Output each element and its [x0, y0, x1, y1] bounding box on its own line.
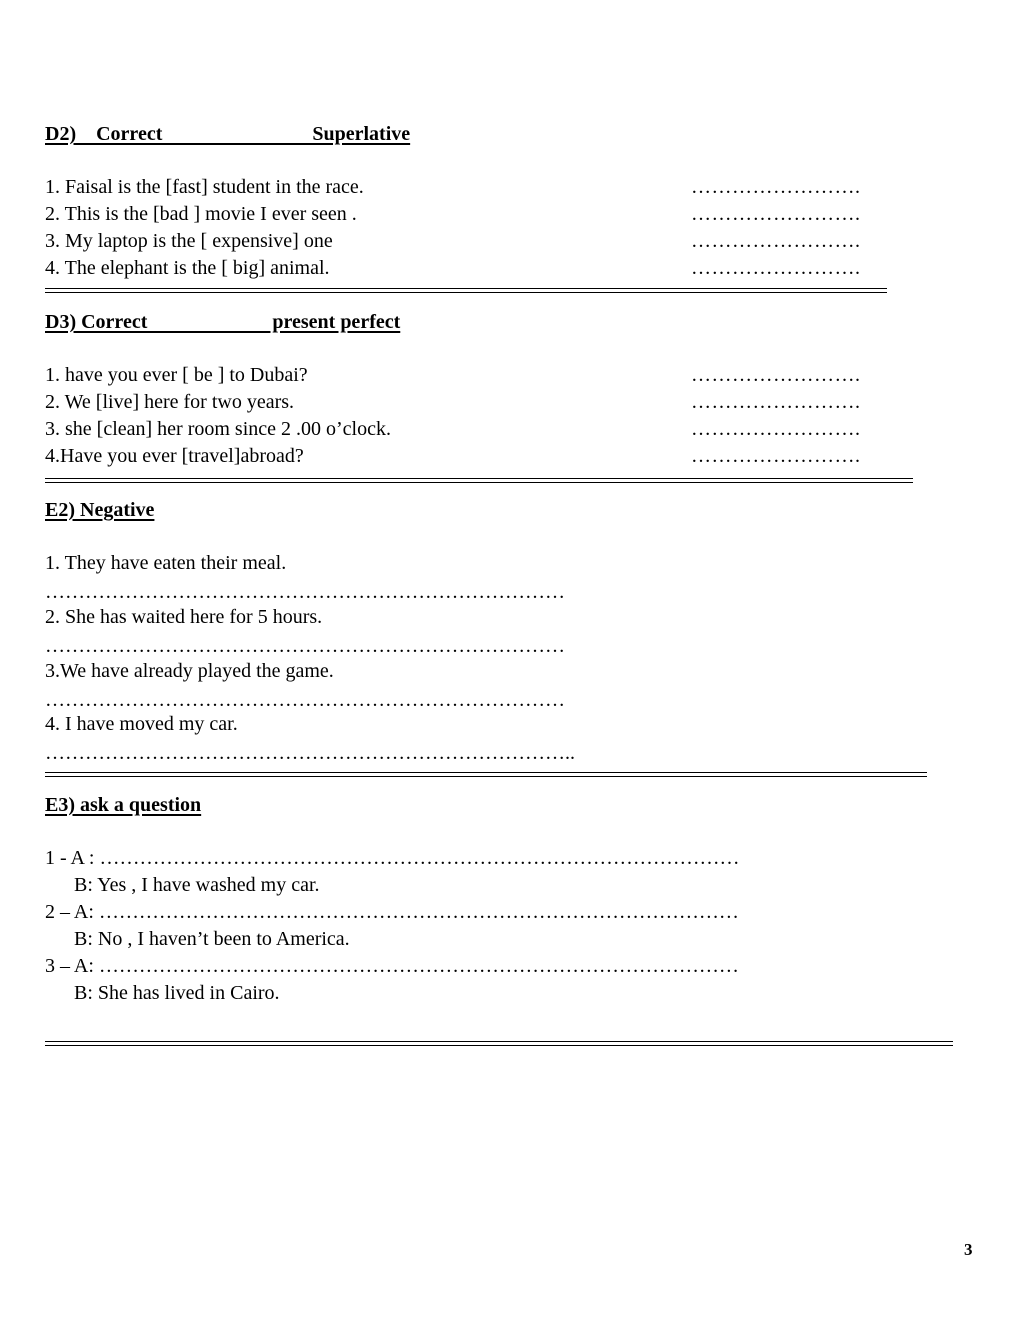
d2-item-3: 3. My laptop is the [ expensive] one — [45, 230, 333, 252]
d2-answer-blank-3[interactable]: ……………………. — [691, 230, 861, 252]
e3-question-line-2[interactable]: 2 – A: …………………………………………………………………………………… — [45, 901, 739, 923]
e2-answer-blank-4[interactable]: …………………………………………………………………….. — [45, 742, 575, 764]
section-title-d2: D2) Correct Superlative — [45, 123, 411, 145]
e3-answer-1: B: Yes , I have washed my car. — [74, 874, 320, 896]
e2-item-2: 2. She has waited here for 5 hours. — [45, 606, 323, 628]
d2-item-2: 2. This is the [bad ] movie I ever seen . — [45, 203, 357, 225]
section-divider — [45, 772, 927, 777]
e2-answer-blank-2[interactable]: …………………………………………………………………… — [45, 635, 565, 657]
section-divider — [45, 1041, 953, 1046]
d2-answer-blank-2[interactable]: ……………………. — [691, 203, 861, 225]
section-title-d3: D3) Correct present perfect — [45, 311, 401, 333]
d2-item-1: 1. Faisal is the [fast] student in the race. — [45, 176, 364, 198]
section-divider — [45, 478, 913, 483]
e3-answer-3: B: She has lived in Cairo. — [74, 982, 280, 1004]
d3-item-3: 3. she [clean] her room since 2 .00 o’clock. — [45, 418, 391, 440]
section-title-e3: E3) ask a question — [45, 794, 202, 816]
section-title-e2: E2) Negative — [45, 499, 155, 521]
d3-item-1: 1. have you ever [ be ] to Dubai? — [45, 364, 308, 386]
e2-answer-blank-3[interactable]: …………………………………………………………………… — [45, 689, 565, 711]
d3-answer-blank-3[interactable]: ……………………. — [691, 418, 861, 440]
d3-item-4: 4.Have you ever [travel]abroad? — [45, 445, 304, 467]
e3-question-line-3[interactable]: 3 – A: …………………………………………………………………………………… — [45, 955, 739, 977]
e2-item-3: 3.We have already played the game. — [45, 660, 334, 682]
d3-answer-blank-4[interactable]: ……………………. — [691, 445, 861, 467]
d2-item-4: 4. The elephant is the [ big] animal. — [45, 257, 330, 279]
e2-answer-blank-1[interactable]: …………………………………………………………………… — [45, 581, 565, 603]
page-number: 3 — [964, 1240, 973, 1259]
e3-answer-2: B: No , I haven’t been to America. — [74, 928, 350, 950]
section-divider — [45, 288, 887, 293]
d3-answer-blank-2[interactable]: ……………………. — [691, 391, 861, 413]
d2-answer-blank-1[interactable]: ……………………. — [691, 176, 861, 198]
d3-answer-blank-1[interactable]: ……………………. — [691, 364, 861, 386]
d2-answer-blank-4[interactable]: ……………………. — [691, 257, 861, 279]
d3-item-2: 2. We [live] here for two years. — [45, 391, 295, 413]
e2-item-4: 4. I have moved my car. — [45, 713, 238, 735]
e3-question-line-1[interactable]: 1 - A : …………………………………………………………………………………… — [45, 847, 740, 869]
e2-item-1: 1. They have eaten their meal. — [45, 552, 287, 574]
